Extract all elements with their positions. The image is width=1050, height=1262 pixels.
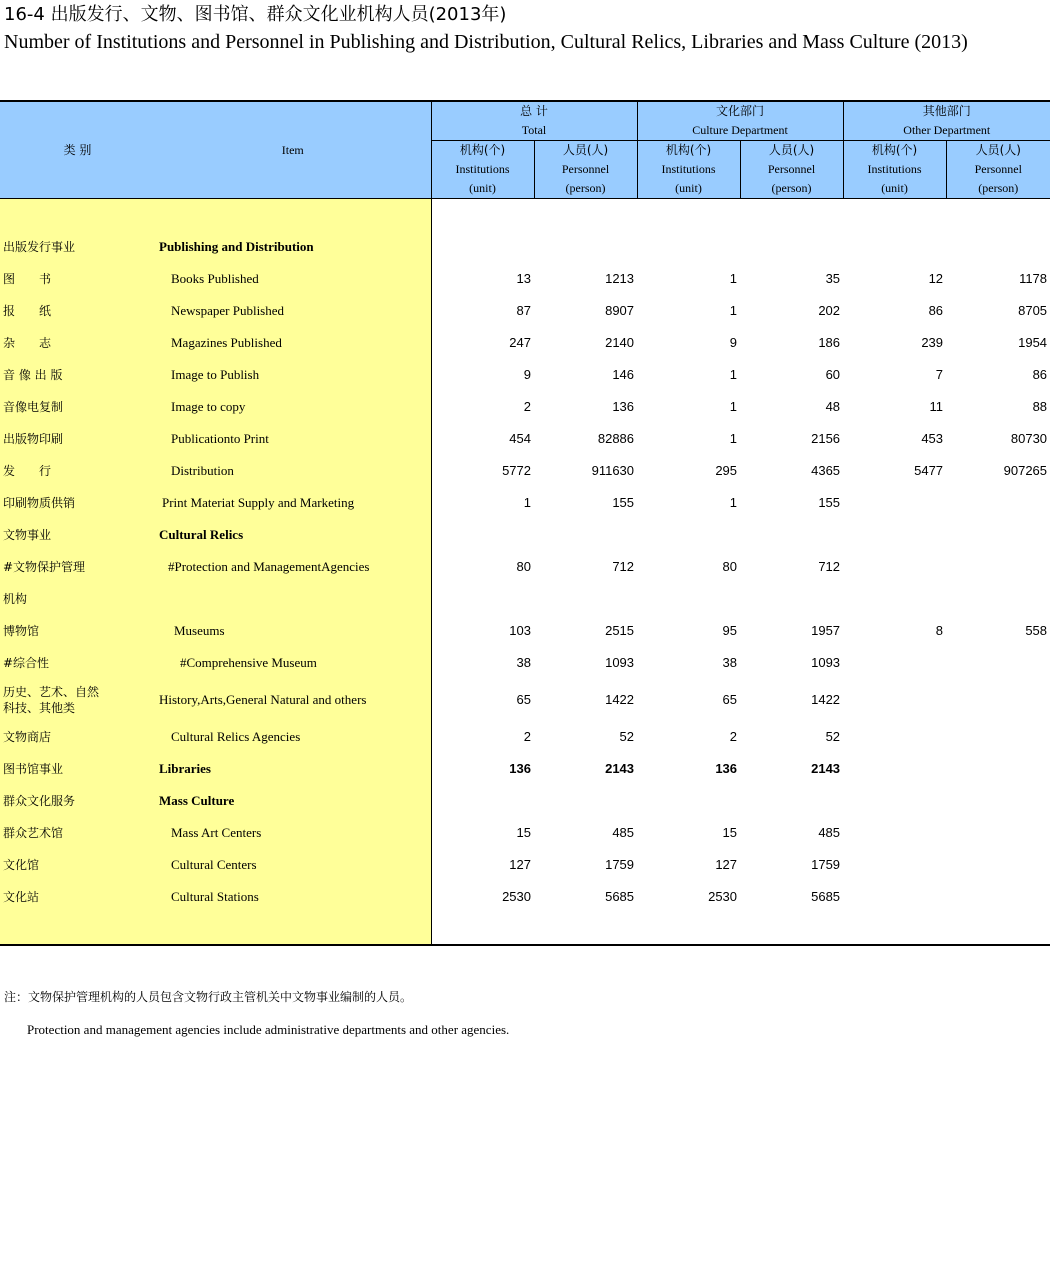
row-value <box>843 551 946 583</box>
table-row <box>0 721 1050 753</box>
spacer-cell <box>0 199 155 231</box>
row-value <box>740 519 843 551</box>
row-value: 1422 <box>811 692 841 707</box>
row-value: 65 <box>431 679 534 721</box>
row-value <box>740 785 843 817</box>
row-value <box>431 519 534 551</box>
row-value <box>946 849 1050 881</box>
row-category: 出版物印刷 <box>0 423 155 455</box>
row-category: 博物馆 <box>0 615 155 647</box>
row-value <box>946 721 1050 753</box>
row-value: 38 <box>431 647 534 679</box>
row-item: Cultural Relics Agencies <box>155 721 431 753</box>
category-header: 类 别 <box>0 101 155 199</box>
row-value: 146 <box>612 367 635 382</box>
table-row <box>0 817 1050 849</box>
table-row <box>0 455 1050 487</box>
row-value: 1093 <box>811 655 841 670</box>
row-value: 1093 <box>605 655 635 670</box>
row-category: 机构 <box>0 583 155 615</box>
row-value: 2530 <box>431 881 534 913</box>
row-value: 80 <box>722 559 738 574</box>
subheader-en: Personnel <box>561 162 610 176</box>
row-value: 8705 <box>1018 303 1048 318</box>
table-row <box>0 615 1050 647</box>
row-value: 15 <box>431 817 534 849</box>
row-category: 报 纸 <box>0 295 155 327</box>
row-value <box>843 487 946 519</box>
table-row <box>0 647 1050 679</box>
row-value: 2 <box>431 391 534 423</box>
group-header-en: Total <box>521 123 547 137</box>
subheader-cn: 人员(人) <box>562 143 609 157</box>
row-value: 86 <box>1032 367 1048 382</box>
row-value: 4365 <box>811 463 841 478</box>
row-value <box>843 753 946 785</box>
footnote-en: Protection and management agencies include administrative departments and other agencies. <box>27 1022 510 1037</box>
table-row <box>0 519 1050 551</box>
row-value <box>534 785 637 817</box>
page-title-cn: 16-4 出版发行、文物、图书馆、群众文化业机构人员(2013年) <box>4 4 507 25</box>
row-category: 群众艺术馆 <box>0 817 155 849</box>
table-row <box>0 785 1050 817</box>
row-value: 80730 <box>1010 431 1048 446</box>
row-value: 127 <box>431 849 534 881</box>
group-header-cn: 总 计 <box>520 104 548 118</box>
row-value: 1 <box>729 399 738 414</box>
row-value: 103 <box>431 615 534 647</box>
row-item: Image to Publish <box>155 359 431 391</box>
subheader-personnel <box>534 141 637 199</box>
row-value: 1 <box>729 367 738 382</box>
spacer-cell <box>431 913 1050 945</box>
row-value: 82886 <box>597 431 635 446</box>
row-value: 558 <box>1025 623 1048 638</box>
subheader-institutions <box>637 141 740 199</box>
subheader-unit: (person) <box>978 181 1019 195</box>
row-value: 5477 <box>914 463 944 478</box>
row-value: 136 <box>612 399 635 414</box>
row-value: 7 <box>935 367 944 382</box>
page-title-en: Number of Institutions and Personnel in Publishing and Distribution, Cultural Relics, Libraries and Mass Culture (2013) <box>4 31 968 53</box>
group-header-cn: 文化部门 <box>716 104 765 118</box>
spacer-cell <box>431 199 1050 231</box>
row-item: #Comprehensive Museum <box>155 647 431 679</box>
row-value: 454 <box>431 423 534 455</box>
row-value: 80 <box>431 551 534 583</box>
row-value: 712 <box>818 559 841 574</box>
row-value: 38 <box>722 655 738 670</box>
row-value <box>843 231 946 263</box>
subheader-unit: (person) <box>771 181 812 195</box>
subheader-cn: 人员(人) <box>768 143 815 157</box>
subheader-institutions <box>431 141 534 199</box>
row-item: History,Arts,General Natural and others <box>155 679 431 721</box>
row-value: 1 <box>729 271 738 286</box>
row-value: 2530 <box>708 889 738 904</box>
row-value <box>637 231 740 263</box>
row-value: 2515 <box>605 623 635 638</box>
row-item: Cultural Stations <box>155 881 431 913</box>
row-item: Newspaper Published <box>155 295 431 327</box>
row-value: 2140 <box>605 335 635 350</box>
row-value <box>534 519 637 551</box>
row-value <box>843 583 946 615</box>
row-item: Magazines Published <box>155 327 431 359</box>
row-category: #文物保护管理 <box>0 551 155 583</box>
row-category: 文化馆 <box>0 849 155 881</box>
group-header-total <box>431 101 637 141</box>
row-value: 52 <box>619 729 635 744</box>
row-value <box>534 583 637 615</box>
row-value: 485 <box>612 825 635 840</box>
row-item: Publishing and Distribution <box>155 231 431 263</box>
row-value: 1 <box>729 431 738 446</box>
row-value <box>946 647 1050 679</box>
row-value: 1759 <box>811 857 841 872</box>
row-item: Image to copy <box>155 391 431 423</box>
row-value: 485 <box>818 825 841 840</box>
row-value <box>740 583 843 615</box>
row-value: 202 <box>818 303 841 318</box>
row-value: 87 <box>431 295 534 327</box>
row-value <box>946 551 1050 583</box>
row-category: 文物事业 <box>0 519 155 551</box>
table-row <box>0 753 1050 785</box>
row-value: 712 <box>612 559 635 574</box>
row-value: 48 <box>825 399 841 414</box>
row-value <box>637 519 740 551</box>
row-item: Cultural Centers <box>155 849 431 881</box>
subheader-cn: 人员(人) <box>975 143 1021 157</box>
row-value <box>946 583 1050 615</box>
row-value: 65 <box>722 692 738 707</box>
subheader-unit: (unit) <box>881 181 908 195</box>
row-value: 2 <box>729 729 738 744</box>
footnote-cn: 注：文物保护管理机构的人员包含文物行政主管机关中文物事业编制的人员。 <box>4 990 413 1004</box>
row-value <box>431 583 534 615</box>
subheader-en: Institutions <box>661 162 716 176</box>
subheader-personnel <box>740 141 843 199</box>
row-value: 88 <box>1032 399 1048 414</box>
table-row <box>0 679 1050 721</box>
row-value: 1178 <box>1019 271 1048 286</box>
row-value: 5685 <box>811 889 841 904</box>
row-value <box>946 519 1050 551</box>
row-value <box>843 647 946 679</box>
item-header: Item <box>155 101 431 199</box>
row-value <box>843 721 946 753</box>
subheader-personnel <box>946 141 1050 199</box>
subheader-institutions <box>843 141 946 199</box>
row-value <box>946 231 1050 263</box>
row-value: 155 <box>612 495 635 510</box>
row-category: 音像电复制 <box>0 391 155 423</box>
table-row <box>0 263 1050 295</box>
row-value: 9 <box>729 335 738 350</box>
row-value: 136 <box>715 761 738 776</box>
row-value: 11 <box>929 399 944 414</box>
row-value <box>534 231 637 263</box>
row-item: Mass Art Centers <box>155 817 431 849</box>
row-category: 印刷物质供销 <box>0 487 155 519</box>
subheader-en: Personnel <box>974 162 1022 176</box>
subheader-en: Institutions <box>867 162 922 176</box>
subheader-unit: (unit) <box>675 181 702 195</box>
row-value: 911630 <box>591 463 635 478</box>
table-row <box>0 231 1050 263</box>
row-value <box>946 753 1050 785</box>
row-item: Cultural Relics <box>155 519 431 551</box>
subheader-en: Personnel <box>767 162 816 176</box>
row-category: 杂 志 <box>0 327 155 359</box>
row-value <box>843 785 946 817</box>
table-row <box>0 487 1050 519</box>
row-value: 1 <box>431 487 534 519</box>
row-item: Books Published <box>155 263 431 295</box>
row-value: 8 <box>935 623 944 638</box>
row-item: Publicationto Print <box>155 423 431 455</box>
row-value <box>637 785 740 817</box>
statistics-table <box>0 100 1050 946</box>
table-row <box>0 583 1050 615</box>
row-value <box>946 785 1050 817</box>
table-row <box>0 295 1050 327</box>
row-category: 群众文化服务 <box>0 785 155 817</box>
row-item: Mass Culture <box>155 785 431 817</box>
row-item: #Protection and ManagementAgencies <box>155 551 431 583</box>
row-value: 1 <box>729 495 738 510</box>
row-value: 1957 <box>811 623 841 638</box>
subheader-cn: 机构(个) <box>459 143 506 157</box>
row-value <box>946 487 1050 519</box>
row-value <box>637 583 740 615</box>
row-category: #综合性 <box>0 647 155 679</box>
spacer-cell <box>155 199 431 231</box>
row-value: 247 <box>431 327 534 359</box>
row-value <box>946 881 1050 913</box>
row-value: 239 <box>921 335 944 350</box>
row-value: 453 <box>921 431 944 446</box>
row-value: 86 <box>928 303 944 318</box>
spacer-cell <box>0 913 155 945</box>
table-row <box>0 849 1050 881</box>
row-value <box>843 881 946 913</box>
row-value: 186 <box>818 335 841 350</box>
row-value: 60 <box>825 367 841 382</box>
table-row <box>0 327 1050 359</box>
row-value: 8907 <box>605 303 635 318</box>
row-item: Distribution <box>155 455 431 487</box>
row-value: 5772 <box>431 455 534 487</box>
subheader-en: Institutions <box>455 162 510 176</box>
row-value: 9 <box>431 359 534 391</box>
subheader-cn: 机构(个) <box>871 143 918 157</box>
row-value: 52 <box>825 729 841 744</box>
row-category: 历史、艺术、自然 科技、其他类 <box>0 679 155 721</box>
row-value: 1213 <box>605 271 635 286</box>
row-value <box>843 849 946 881</box>
table-row <box>0 551 1050 583</box>
row-value: 13 <box>431 263 534 295</box>
group-header-other <box>843 101 1050 141</box>
row-value: 2156 <box>811 431 841 446</box>
row-value: 2143 <box>811 761 841 776</box>
row-value: 127 <box>715 857 738 872</box>
row-category: 文化站 <box>0 881 155 913</box>
row-value: 155 <box>818 495 841 510</box>
table-row <box>0 391 1050 423</box>
row-category: 图 书 <box>0 263 155 295</box>
row-value <box>431 231 534 263</box>
row-value <box>843 519 946 551</box>
row-item <box>155 583 431 615</box>
row-value: 2143 <box>605 761 635 776</box>
subheader-cn: 机构(个) <box>665 143 712 157</box>
row-value <box>843 817 946 849</box>
row-value: 12 <box>928 271 944 286</box>
spacer-cell <box>155 913 431 945</box>
group-header-en: Culture Department <box>692 123 788 137</box>
group-header-culture <box>637 101 843 141</box>
group-header-en: Other Department <box>903 123 991 137</box>
row-value <box>946 679 1050 721</box>
row-value <box>740 231 843 263</box>
row-value: 2 <box>431 721 534 753</box>
row-value <box>843 679 946 721</box>
row-value: 15 <box>722 825 738 840</box>
row-item: Museums <box>155 615 431 647</box>
row-value: 5685 <box>605 889 635 904</box>
row-value: 295 <box>715 463 738 478</box>
row-value <box>946 817 1050 849</box>
table-row <box>0 359 1050 391</box>
subheader-unit: (unit) <box>469 181 496 195</box>
row-value: 1422 <box>605 692 635 707</box>
row-category: 图书馆事业 <box>0 753 155 785</box>
row-value: 1954 <box>1018 335 1048 350</box>
group-header-cn: 其他部门 <box>922 104 971 118</box>
row-category: 文物商店 <box>0 721 155 753</box>
row-category: 出版发行事业 <box>0 231 155 263</box>
row-value: 35 <box>825 271 841 286</box>
row-value <box>431 785 534 817</box>
row-value: 907265 <box>1003 463 1048 478</box>
row-category: 发 行 <box>0 455 155 487</box>
row-item: Print Materiat Supply and Marketing <box>155 487 431 519</box>
row-item: Libraries <box>155 753 431 785</box>
row-value: 1 <box>729 303 738 318</box>
subheader-unit: (person) <box>565 181 606 195</box>
table-row <box>0 881 1050 913</box>
row-value: 136 <box>431 753 534 785</box>
row-value: 1759 <box>605 857 635 872</box>
row-value: 95 <box>722 623 738 638</box>
table-row <box>0 423 1050 455</box>
row-category: 音 像 出 版 <box>0 359 155 391</box>
